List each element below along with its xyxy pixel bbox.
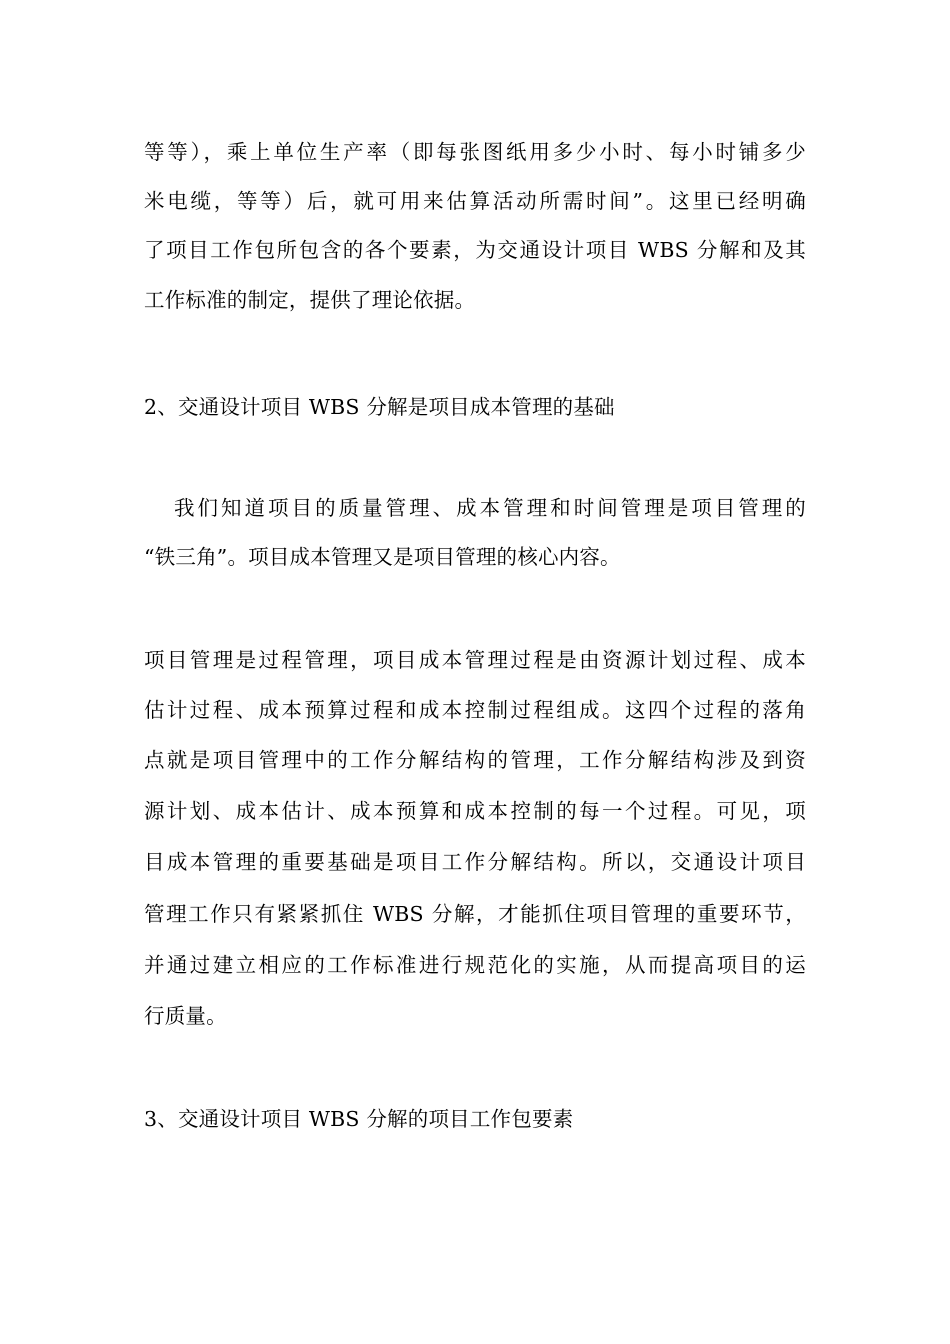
paragraph-4-line-3: 点就是项目管理中的工作分解结构的管理，工作分解结构涉及到资 bbox=[144, 748, 806, 772]
paragraph-4-line-4: 源计划、成本估计、成本预算和成本控制的每一个过程。可见，项 bbox=[144, 799, 806, 823]
paragraph-4-line-6: 管理工作只有紧紧抓住 WBS 分解，才能抓住项目管理的重要环节， bbox=[144, 902, 806, 926]
paragraph-1-line-2: 米电缆，等等）后，就可用来估算活动所需时间”。这里已经明确 bbox=[144, 189, 806, 213]
section-heading-3: 3、交通设计项目 WBS 分解的项目工作包要素 bbox=[144, 1107, 574, 1131]
paragraph-4-line-2: 估计过程、成本预算过程和成本控制过程组成。这四个过程的落角 bbox=[144, 698, 806, 722]
paragraph-4-line-7: 并通过建立相应的工作标准进行规范化的实施，从而提高项目的运 bbox=[144, 953, 806, 977]
paragraph-4-line-8: 行质量。 bbox=[144, 1004, 227, 1028]
paragraph-3-line-1: 我们知道项目的质量管理、成本管理和时间管理是项目管理的 bbox=[174, 496, 806, 520]
paragraph-3-line-2: “铁三角”。项目成本管理又是项目管理的核心内容。 bbox=[144, 545, 621, 569]
paragraph-1-line-4: 工作标准的制定，提供了理论依据。 bbox=[144, 288, 476, 312]
section-heading-2: 2、交通设计项目 WBS 分解是项目成本管理的基础 bbox=[144, 395, 615, 419]
paragraph-4-line-5: 目成本管理的重要基础是项目工作分解结构。所以，交通设计项目 bbox=[144, 850, 806, 874]
paragraph-1-line-3: 了项目工作包所包含的各个要素，为交通设计项目 WBS 分解和及其 bbox=[144, 238, 806, 262]
paragraph-1-line-1: 等等），乘上单位生产率（即每张图纸用多少小时、每小时铺多少 bbox=[144, 140, 806, 164]
paragraph-4-line-1: 项目管理是过程管理，项目成本管理过程是由资源计划过程、成本 bbox=[144, 648, 806, 672]
